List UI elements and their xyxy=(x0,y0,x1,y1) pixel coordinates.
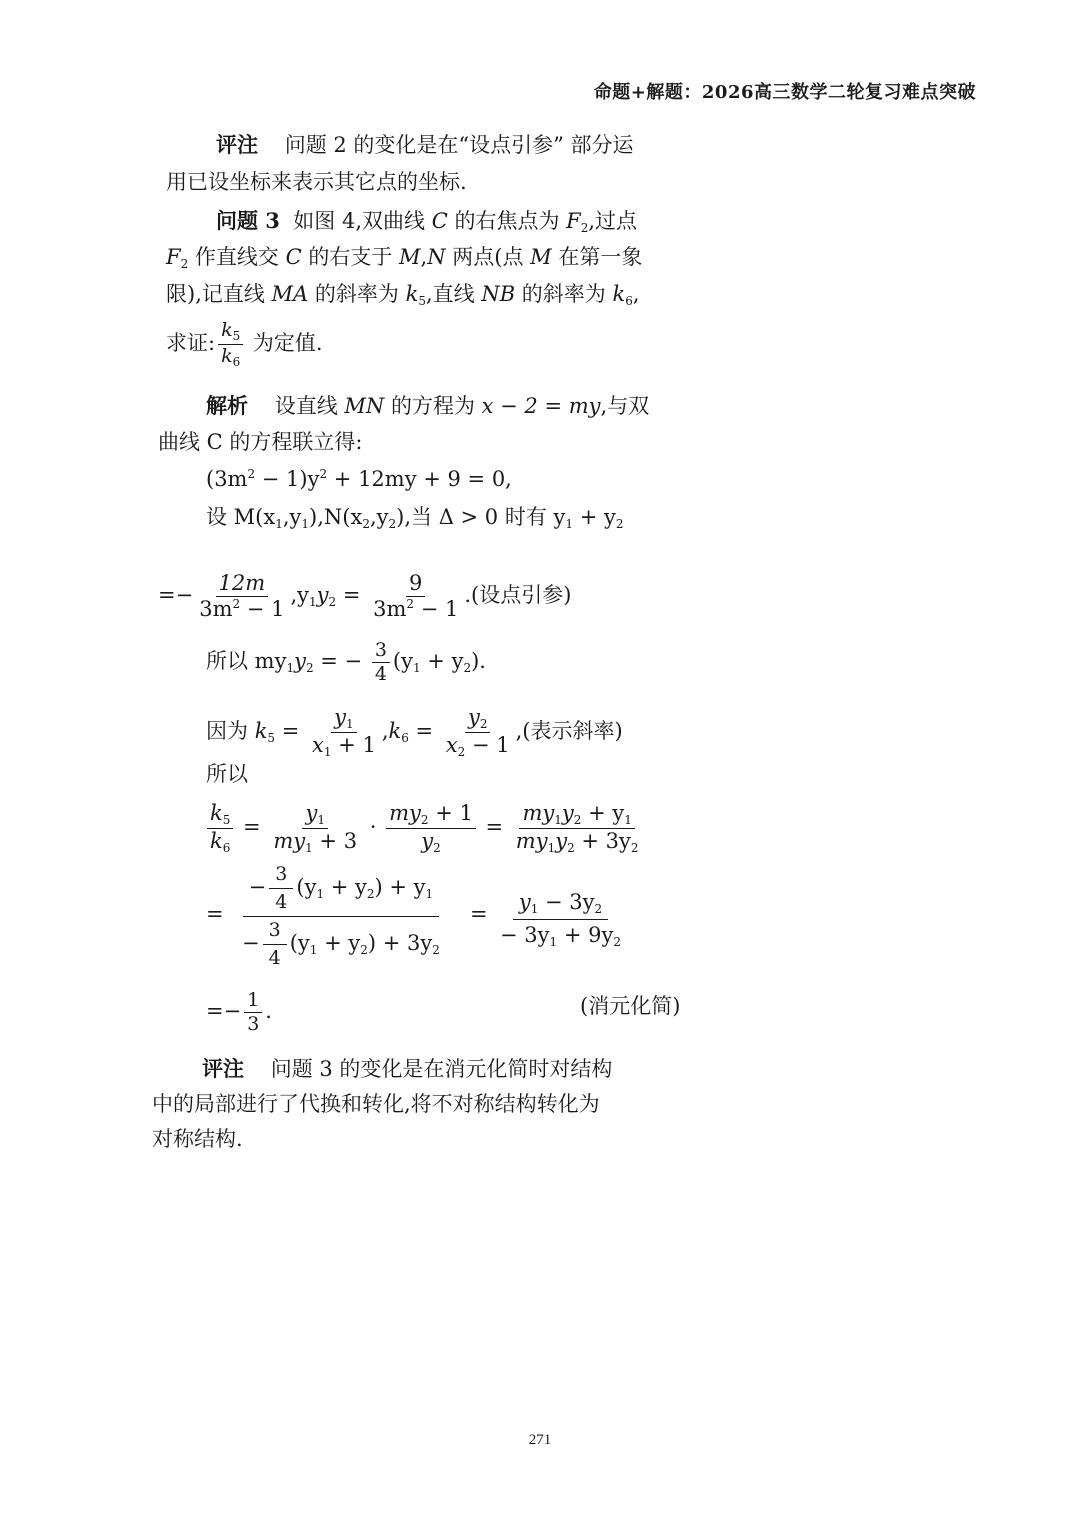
subscript: 2 xyxy=(479,717,488,731)
superscript: 2 xyxy=(247,467,256,481)
denominator: − 1 xyxy=(465,733,510,758)
denominator: − 3y xyxy=(500,923,550,947)
var-f: F xyxy=(566,209,581,233)
var-x: x xyxy=(312,733,324,758)
subscript: 1 xyxy=(530,902,539,916)
subscript: 6 xyxy=(232,355,241,370)
eq-part: ,y xyxy=(290,583,309,608)
remark-2-text: 问题 3 的变化是在消元化简时对结构 xyxy=(270,1057,613,1081)
eq-part: + 12my + 9 = 0, xyxy=(327,467,512,491)
remark-1-label: 评注 xyxy=(216,132,258,157)
compound-denominator xyxy=(236,917,446,969)
var-y: y xyxy=(334,705,347,729)
eq-part: + y xyxy=(573,505,616,529)
subscript: 2 xyxy=(432,942,440,957)
vieta-formulas xyxy=(158,572,571,621)
eq-sign-step-3: = xyxy=(206,902,224,926)
problem-text: 的右支于 xyxy=(301,245,400,269)
quadratic-equation xyxy=(206,467,512,492)
numerator: 9 xyxy=(406,572,425,597)
eq-part: = xyxy=(236,815,268,840)
numerator: 3 xyxy=(269,864,293,889)
eq-part: = − xyxy=(313,648,369,673)
var-c: C xyxy=(285,245,302,269)
eq-part: = xyxy=(478,815,510,840)
fraction-step-3 xyxy=(236,864,446,969)
superscript: 2 xyxy=(406,597,415,612)
eq-part: − xyxy=(242,930,260,955)
problem-text: 在第一象 xyxy=(551,245,643,269)
subscript: 1 xyxy=(305,841,313,856)
eq-part: = xyxy=(275,719,307,744)
eq-part: 因为 xyxy=(206,719,255,744)
numerator: − 3y xyxy=(538,890,595,914)
problem-3-line-4 xyxy=(166,320,323,369)
remark-2-line-2: 中的局部进行了代换和转化,将不对称结构转化为 xyxy=(152,1092,600,1116)
subscript: 2 xyxy=(362,517,370,531)
compound-numerator xyxy=(243,864,440,917)
subscript: 1 xyxy=(554,813,562,827)
var-y: y xyxy=(316,583,329,608)
numerator: 12m xyxy=(216,572,269,597)
subscript: 2 xyxy=(433,841,441,856)
eq-part: ,y xyxy=(282,505,302,529)
relation-my1y2 xyxy=(206,640,486,685)
denominator: 3m xyxy=(199,597,233,622)
fraction-step-1b xyxy=(386,802,476,855)
subscript: 1 xyxy=(425,886,434,901)
therefore-label: 所以 xyxy=(206,762,248,786)
eq-part: ) + 3y xyxy=(367,930,433,955)
annotation: .(设点引参) xyxy=(464,583,572,608)
remark-2-line-1 xyxy=(202,1056,612,1082)
var-k: k xyxy=(210,801,223,825)
fraction-step-2 xyxy=(513,802,642,855)
problem-text: 作直线交 xyxy=(188,245,286,269)
punct: , xyxy=(632,282,640,306)
superscript: 2 xyxy=(232,597,241,612)
subscript: 6 xyxy=(222,841,231,856)
problem-text: 求证: xyxy=(166,331,216,356)
subscript: 5 xyxy=(232,329,241,343)
subscript: 6 xyxy=(625,294,633,308)
var-f: F xyxy=(166,245,181,269)
punct: , xyxy=(381,719,389,744)
eq-sign-step-4: = xyxy=(470,902,488,926)
subscript: 2 xyxy=(580,221,589,235)
problem-text: ,过点 xyxy=(588,209,638,233)
eq-part: (y xyxy=(392,648,413,673)
solution-line-1 xyxy=(206,393,649,419)
subscript: 1 xyxy=(317,813,325,827)
fraction-k5-k6 xyxy=(218,320,243,369)
var-my: my xyxy=(522,801,555,825)
fraction-step-4 xyxy=(494,890,627,949)
subscript: 2 xyxy=(594,902,603,916)
page-header: 命题+解题：2026高三数学二轮复习难点突破 xyxy=(593,82,976,103)
subscript: 2 xyxy=(180,257,189,271)
problem-text: 的斜率为 xyxy=(308,282,406,306)
var-mn: MN xyxy=(344,394,385,418)
solution-label: 解析 xyxy=(206,393,248,418)
subscript: 1 xyxy=(323,745,332,760)
var-c: C xyxy=(431,209,448,233)
numerator: 1 xyxy=(244,990,262,1013)
elimination-annotation: (消元化简) xyxy=(580,994,681,1018)
subscript: 2 xyxy=(328,595,337,610)
var-my: my xyxy=(273,829,306,854)
fraction-three-quarters xyxy=(263,920,287,969)
subscript: 2 xyxy=(613,935,621,949)
var-k: k xyxy=(210,829,223,854)
eq-part: + y xyxy=(324,874,367,899)
var-k: k xyxy=(221,319,233,341)
eq-part: (y xyxy=(289,930,310,955)
problem-text: 如图 4,双曲线 xyxy=(293,209,432,233)
var-k: k xyxy=(221,345,233,368)
problem-3-line-3 xyxy=(166,282,640,308)
line-equation: x − 2 = my xyxy=(481,394,601,418)
var-k: k xyxy=(254,719,268,744)
eq-part: 所以 my xyxy=(206,648,287,673)
problem-text: 为定值. xyxy=(246,331,323,356)
eq-part: (y xyxy=(296,874,317,899)
step-4-numerator xyxy=(513,890,608,920)
eq-part: ). xyxy=(471,648,486,673)
punct: , xyxy=(420,245,428,269)
subscript: 1 xyxy=(301,517,310,531)
var-k: k xyxy=(612,282,626,306)
ratio-derivation xyxy=(204,802,645,855)
annotation: ,(表示斜率) xyxy=(515,719,623,744)
var-m: M xyxy=(399,245,421,269)
var-y: y xyxy=(305,801,318,825)
subscript: 5 xyxy=(418,294,426,308)
denominator: 4 xyxy=(374,662,387,685)
fraction-product xyxy=(370,572,461,621)
var-y: y xyxy=(467,705,480,729)
fraction-sum xyxy=(196,572,287,621)
solution-line-2: 曲线 C 的方程联立得: xyxy=(158,430,363,454)
eq-part: =− xyxy=(206,998,242,1023)
slope-definitions xyxy=(206,706,623,759)
problem-3-line-1 xyxy=(216,208,637,235)
subscript: 2 xyxy=(420,813,429,827)
final-result xyxy=(206,990,272,1035)
subscript: 1 xyxy=(624,813,632,827)
subscript: 2 xyxy=(388,517,397,531)
var-m: M xyxy=(530,245,552,269)
denominator: 3m xyxy=(373,597,407,622)
var-y: y xyxy=(294,648,306,673)
remark-1-line-1 xyxy=(216,132,634,158)
denominator: 4 xyxy=(268,946,281,969)
numerator: + 1 xyxy=(428,801,473,825)
var-y: y xyxy=(555,829,568,854)
subscript: 6 xyxy=(401,731,409,746)
var-n: N xyxy=(427,245,446,269)
var-my: my xyxy=(515,829,548,854)
page-number: 271 xyxy=(528,1432,552,1448)
subscript: 2 xyxy=(567,841,575,856)
subscript: 1 xyxy=(316,886,325,901)
subscript: 1 xyxy=(275,517,283,531)
subscript: 2 xyxy=(463,660,472,675)
subscript: 2 xyxy=(305,660,314,675)
step-4-denominator xyxy=(494,920,627,949)
var-y: y xyxy=(421,829,434,854)
points-setup xyxy=(206,505,623,531)
denominator: − 1 xyxy=(414,597,459,622)
eq-part: · xyxy=(363,815,384,840)
eq-part: ) + y xyxy=(374,874,426,899)
subscript: 2 xyxy=(457,745,466,760)
fraction-step-1a xyxy=(270,802,360,855)
eq-part: ),当 Δ > 0 时有 y xyxy=(396,505,566,529)
remark-1-line-2: 用已设坐标来表示其它点的坐标. xyxy=(166,170,467,194)
remark-2-label: 评注 xyxy=(202,1056,244,1081)
remark-1-text: 问题 2 的变化是在“设点引参” 部分运 xyxy=(284,133,634,157)
punct: . xyxy=(265,998,272,1023)
fraction-k5 xyxy=(309,706,379,759)
subscript: 2 xyxy=(360,942,368,957)
solution-text: 的方程为 xyxy=(384,394,482,418)
solution-text: ,与双 xyxy=(600,394,650,418)
superscript: 2 xyxy=(319,467,328,481)
fraction-one-third xyxy=(244,990,262,1035)
eq-part: = xyxy=(408,719,440,744)
eq-part: (3m xyxy=(206,467,248,491)
numerator: 3 xyxy=(372,640,390,663)
subscript: 5 xyxy=(222,813,231,827)
var-nb: NB xyxy=(481,282,516,306)
subscript: 2 xyxy=(366,886,375,901)
eq-part: 设 M(x xyxy=(206,505,276,529)
subscript: 1 xyxy=(412,660,421,675)
fraction-three-quarters xyxy=(269,864,293,913)
var-my: my xyxy=(389,801,421,825)
remark-2-line-3: 对称结构. xyxy=(152,1127,243,1151)
eq-part: − 1)y xyxy=(255,467,320,491)
subscript: 1 xyxy=(547,841,556,856)
problem-text: 的右焦点为 xyxy=(447,209,567,233)
denominator: + 1 xyxy=(331,733,376,758)
numerator: 3 xyxy=(263,920,287,945)
eq-part: + y xyxy=(420,648,464,673)
denominator: 4 xyxy=(275,890,288,913)
subscript: 2 xyxy=(615,517,624,531)
subscript: 1 xyxy=(565,517,574,531)
denominator: 3 xyxy=(247,1012,260,1035)
solution-text: 设直线 xyxy=(274,394,345,418)
problem-3-label: 问题 3 xyxy=(216,208,280,233)
problem-text: 两点(点 xyxy=(445,245,531,269)
eq-part: =− xyxy=(158,583,194,608)
subscript: 2 xyxy=(630,841,639,856)
eq-part: − xyxy=(248,874,267,899)
fraction-k6 xyxy=(443,706,513,759)
problem-3-line-2 xyxy=(166,245,642,271)
subscript: 1 xyxy=(286,660,295,675)
fraction-three-quarters xyxy=(372,640,390,685)
var-x: x xyxy=(445,733,458,758)
denominator: − 1 xyxy=(240,597,285,622)
var-k: k xyxy=(388,719,402,744)
denominator: + 3 xyxy=(312,829,358,854)
var-k: k xyxy=(405,282,419,306)
denominator: + 9y xyxy=(557,923,614,947)
var-ma: MA xyxy=(271,282,309,306)
subscript: 1 xyxy=(346,717,354,731)
eq-part: ,y xyxy=(369,505,389,529)
subscript: 2 xyxy=(573,813,582,827)
fraction-k5-k6 xyxy=(207,802,233,855)
subscript: 1 xyxy=(549,935,558,949)
eq-part: = xyxy=(336,583,368,608)
subscript: 1 xyxy=(309,942,318,957)
subscript: 5 xyxy=(267,731,276,746)
denominator: + 3y xyxy=(574,829,631,854)
eq-part: ),N(x xyxy=(309,505,363,529)
var-y: y xyxy=(561,801,574,825)
problem-text: ,直线 xyxy=(425,282,482,306)
problem-text: 的斜率为 xyxy=(515,282,613,306)
subscript: 1 xyxy=(308,595,317,610)
numerator: + y xyxy=(581,801,625,825)
var-y: y xyxy=(518,890,531,914)
problem-text: 限),记直线 xyxy=(166,282,272,306)
eq-part: + y xyxy=(317,930,361,955)
